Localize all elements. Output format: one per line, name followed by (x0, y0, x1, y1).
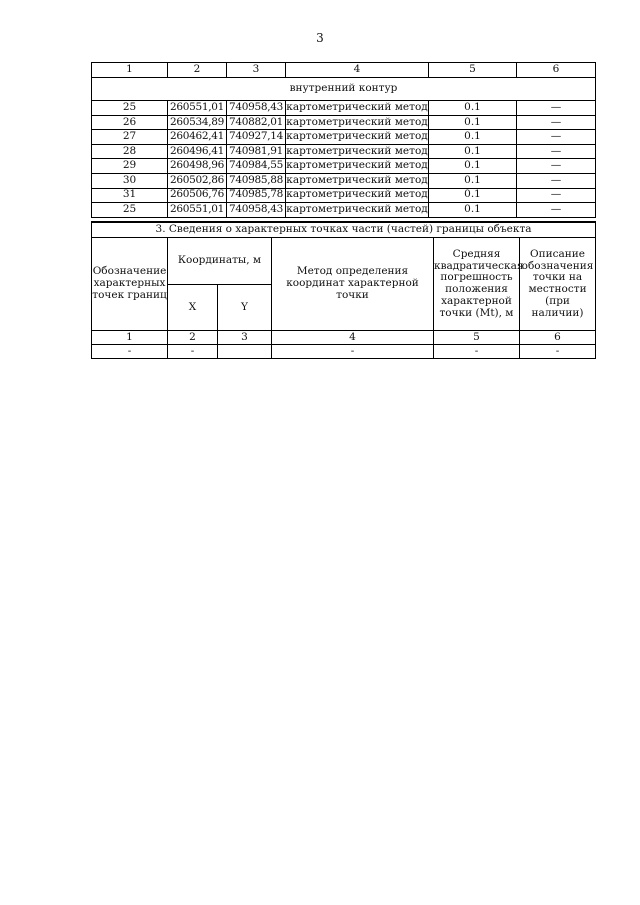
point-id: 29 (92, 159, 168, 174)
coord-x: 260551,01 (168, 101, 227, 116)
table-row (92, 130, 596, 145)
description: — (517, 115, 596, 130)
coord-x: 260462,41 (168, 130, 227, 145)
characteristic-points-table (91, 62, 596, 218)
column-number: 1 (92, 331, 168, 345)
description: — (517, 101, 596, 116)
empty-cell: - (168, 345, 218, 359)
column-number: 6 (520, 331, 596, 345)
column-number: 3 (218, 331, 272, 345)
points-body (92, 101, 596, 218)
point-id: 31 (92, 188, 168, 203)
table-row (92, 345, 596, 359)
description: — (517, 159, 596, 174)
coord-y: 740882,01 (227, 115, 286, 130)
column-number: 5 (429, 63, 517, 78)
coord-y: 740958,43 (227, 101, 286, 116)
empty-cell: - (92, 345, 168, 359)
coord-x: 260498,96 (168, 159, 227, 174)
coord-x: 260551,01 (168, 203, 227, 218)
method: картометрический метод (286, 115, 429, 130)
method: картометрический метод (286, 188, 429, 203)
section-row (92, 78, 596, 101)
column-number-row (92, 331, 596, 345)
method: картометрический метод (286, 173, 429, 188)
header-coordinates: Координаты, м (168, 238, 272, 285)
method: картометрический метод (286, 203, 429, 218)
coord-x: 260534,89 (168, 115, 227, 130)
section-title: 3. Сведения о характерных точках части (частей) границы объекта (92, 222, 596, 238)
method: картометрический метод (286, 159, 429, 174)
table-row (92, 188, 596, 203)
column-number: 2 (168, 63, 227, 78)
method: картометрический метод (286, 130, 429, 145)
column-number: 4 (272, 331, 434, 345)
accuracy: 0.1 (429, 101, 517, 116)
point-id: 25 (92, 203, 168, 218)
empty-cell: - (434, 345, 520, 359)
table-row (92, 159, 596, 174)
header-x: X (168, 285, 218, 331)
accuracy: 0.1 (429, 188, 517, 203)
coord-y: 740984,55 (227, 159, 286, 174)
column-number: 3 (227, 63, 286, 78)
header-description: Описание обозначения точки на местности (при наличии) (520, 238, 596, 331)
accuracy: 0.1 (429, 203, 517, 218)
column-number: 5 (434, 331, 520, 345)
point-id: 30 (92, 173, 168, 188)
header-row-top (92, 238, 596, 285)
description: — (517, 144, 596, 159)
column-number: 4 (286, 63, 429, 78)
table-row (92, 115, 596, 130)
table-row (92, 173, 596, 188)
accuracy: 0.1 (429, 115, 517, 130)
accuracy: 0.1 (429, 144, 517, 159)
column-number: 1 (92, 63, 168, 78)
point-id: 26 (92, 115, 168, 130)
description: — (517, 173, 596, 188)
method: картометрический метод (286, 144, 429, 159)
accuracy: 0.1 (429, 159, 517, 174)
header-accuracy: Средняя квадратическая погрешность положения характерной точки (Mt), м (434, 238, 520, 331)
inner-contour-label: внутренний контур (92, 78, 596, 101)
description: — (517, 130, 596, 145)
coord-y: 740985,88 (227, 173, 286, 188)
accuracy: 0.1 (429, 173, 517, 188)
table-row (92, 144, 596, 159)
header-method: Метод определения координат характерной точки (272, 238, 434, 331)
part-boundary-points-table (91, 221, 596, 359)
description: — (517, 188, 596, 203)
header-point-label: Обозначение характерных точек границ (92, 238, 168, 331)
empty-cell: - (272, 345, 434, 359)
column-number-row (92, 63, 596, 78)
table-row (92, 203, 596, 218)
page-number: 3 (316, 31, 324, 45)
description: — (517, 203, 596, 218)
column-number: 2 (168, 331, 218, 345)
header-y: Y (218, 285, 272, 331)
point-id: 28 (92, 144, 168, 159)
table-row (92, 101, 596, 116)
empty-cell: - (520, 345, 596, 359)
point-id: 27 (92, 130, 168, 145)
coord-x: 260502,86 (168, 173, 227, 188)
method: картометрический метод (286, 101, 429, 116)
coord-y: 740958,43 (227, 203, 286, 218)
column-number: 6 (517, 63, 596, 78)
coord-x: 260496,41 (168, 144, 227, 159)
accuracy: 0.1 (429, 130, 517, 145)
point-id: 25 (92, 101, 168, 116)
coord-y: 740981,91 (227, 144, 286, 159)
empty-cell (218, 345, 272, 359)
coord-x: 260506,76 (168, 188, 227, 203)
section-title-row (92, 222, 596, 238)
coord-y: 740927,14 (227, 130, 286, 145)
coord-y: 740985,78 (227, 188, 286, 203)
